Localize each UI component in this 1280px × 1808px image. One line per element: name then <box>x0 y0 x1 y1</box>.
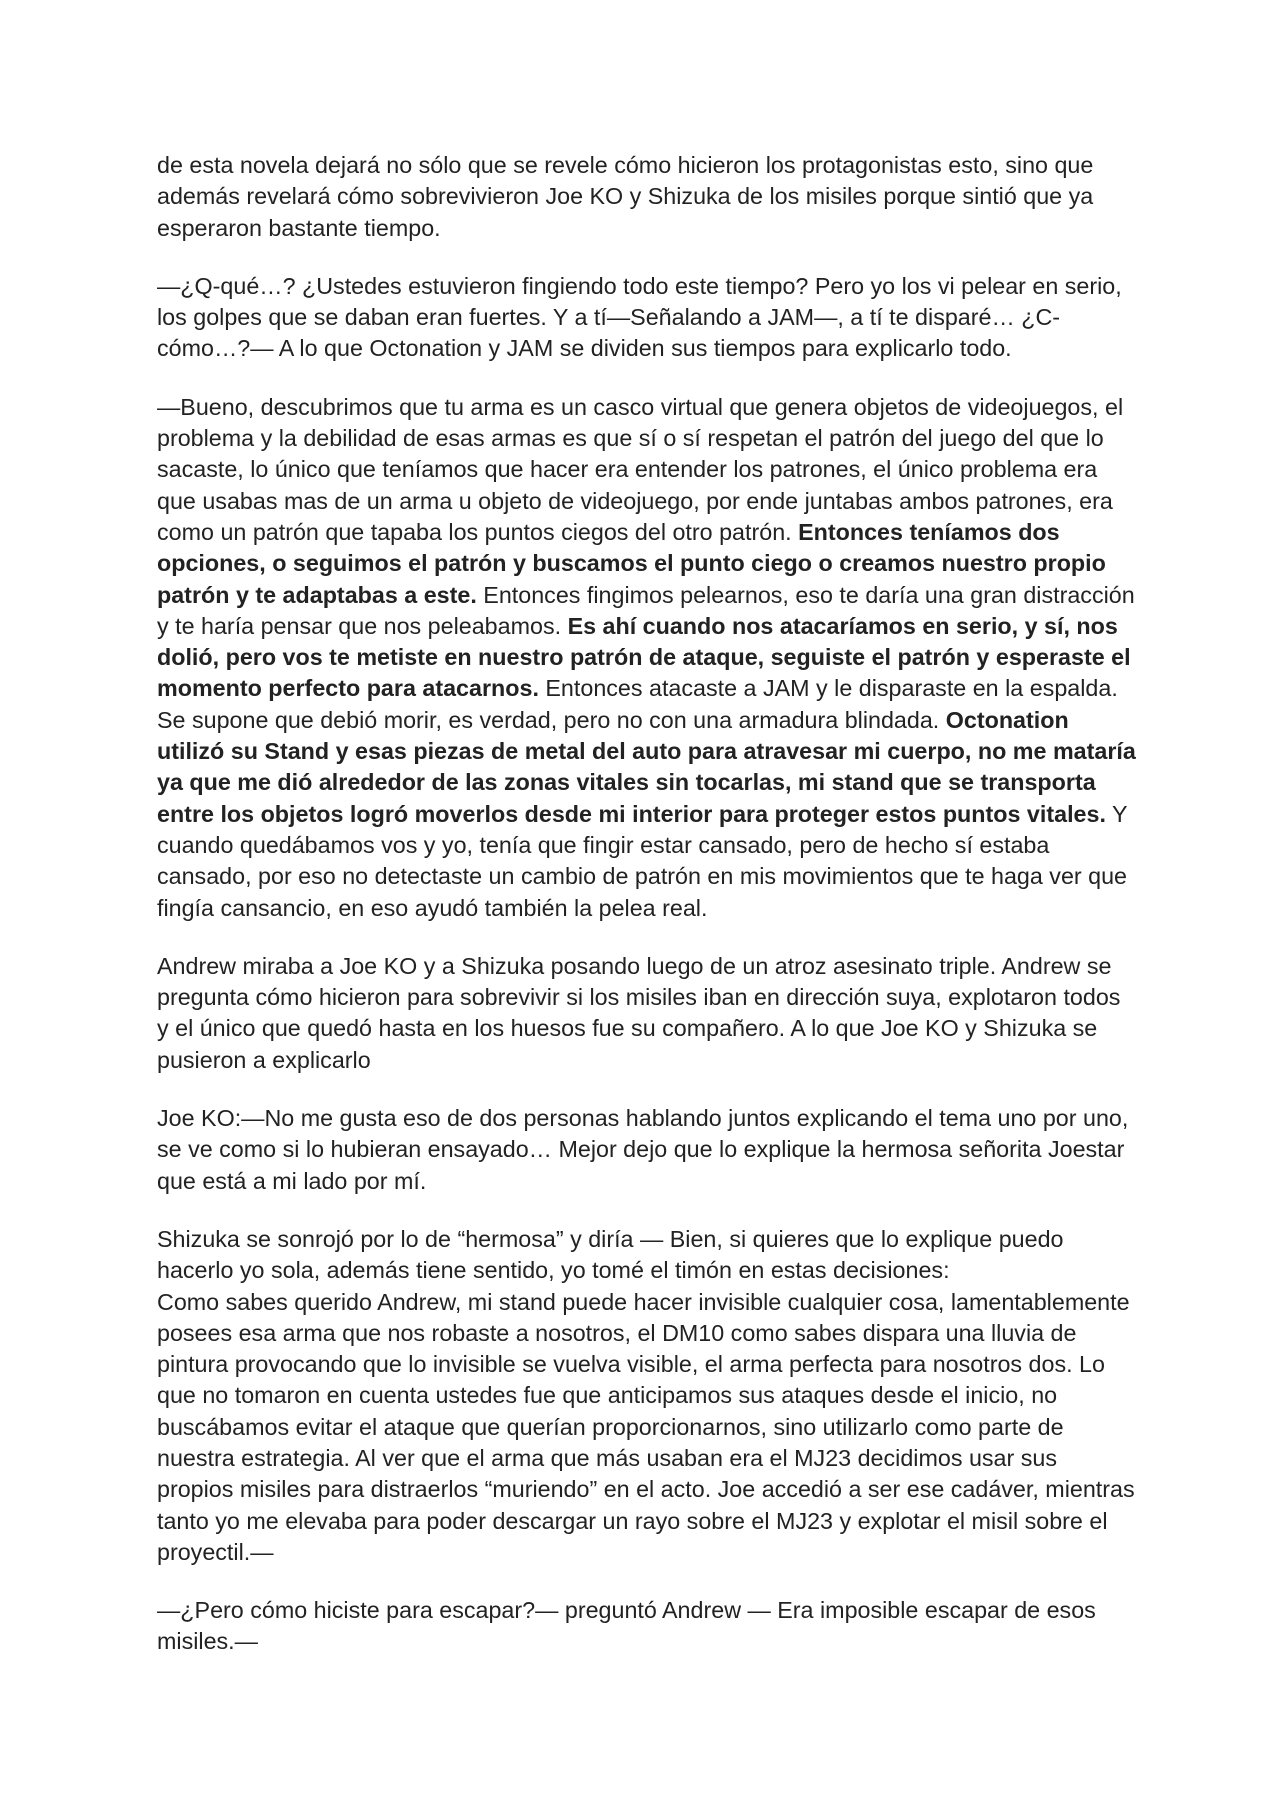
text-segment: —¿Pero cómo hiciste para escapar?— preguntó Andrew — Era imposible escapar de esos misiles.— <box>157 1597 1096 1655</box>
text-segment: Como sabes querido Andrew, mi stand puede hacer invisible cualquier cosa, lamentablemente posees esa arma que nos robaste a nosotros, el DM10 como sabes dispara una lluvia de pintura provocando que lo invisible se vuelva visible, el arma perfecta para nosotros dos. Lo que no tomaron en cuenta ustedes fue que anticipamos sus ataques desde el inicio, no buscábamos evitar el ataque que querían proporcionarnos, sino utilizarlo como parte de nuestra estrategia. Al ver que el arma que más usaban era el MJ23 decidimos usar sus propios misiles para distraerlos “muriendo” en el acto. Joe accedió a ser ese cadáver, mientras tanto yo me elevaba para poder descargar un rayo sobre el MJ23 y explotar el misil sobre el proyectil.— <box>157 1288 1135 1565</box>
text-segment: Andrew miraba a Joe KO y a Shizuka posando luego de un atroz asesinato triple. Andrew se pregunta cómo hicieron para sobrevivir si los misiles iban en dirección suya, explotaron todos y el único que quedó hasta en los huesos fue su compañero. A lo que Joe KO y Shizuka se pusieron a explicarlo <box>157 952 1121 1073</box>
text-segment: Y cuando quedábamos vos y yo, tenía que fingir estar cansado, pero de hecho sí estaba cansado, por eso no detectaste un cambio de patrón en mis movimientos que te haga ver que fingía cansancio, en eso ayudó también la pelea real. <box>157 800 1128 921</box>
bold-text-segment: Entonces teníamos dos opciones, o seguimos el patrón y buscamos el punto ciego o creamos nuestro propio patrón y te adaptabas a este. <box>157 518 1106 608</box>
bold-text-segment: Octonation utilizó su Stand y esas piezas de metal del auto para atravesar mi cuerpo, no me mataría ya que me dió alrededor de las zonas vitales sin tocarlas, mi stand que se transporta entre los objetos logró moverlos desde mi interior para proteger estos puntos vitales. <box>157 706 1136 827</box>
text-segment: Shizuka se sonrojó por lo de “hermosa” y diría — Bien, si quieres que lo explique puedo hacerlo yo sola, además tiene sentido, yo tomé el timón en estas decisiones: <box>157 1225 1064 1284</box>
paragraph <box>157 1103 1137 1197</box>
paragraph <box>157 1224 1137 1287</box>
paragraph <box>157 1287 1137 1569</box>
paragraph <box>157 271 1137 365</box>
paragraph <box>157 150 1137 244</box>
document-page <box>157 150 1137 1685</box>
bold-text-segment: Es ahí cuando nos atacaríamos en serio, y sí, nos dolió, pero vos te metiste en nuestro patrón de ataque, seguiste el patrón y esperaste el momento perfecto para atacarnos. <box>157 612 1131 702</box>
text-segment: —¿Q-qué…? ¿Ustedes estuvieron fingiendo todo este tiempo? Pero yo los vi pelear en serio, los golpes que se daban eran fuertes. Y a tí—Señalando a JAM—, a tí te disparé… ¿C-cómo…?— A lo que Octonation y JAM se dividen sus tiempos para explicarlo todo. <box>157 272 1122 362</box>
text-segment: Entonces fingimos pelearnos, eso te daría una gran distracción y te haría pensar que nos peleabamos. <box>157 581 1135 639</box>
text-segment: Entonces atacaste a JAM y le disparaste en la espalda. Se supone que debió morir, es verdad, pero no con una armadura blindada. <box>157 675 1118 733</box>
text-segment: —Bueno, descubrimos que tu arma es un casco virtual que genera objetos de videojuegos, el problema y la debilidad de esas armas es que sí o sí respetan el patrón del juego del que lo sacaste, lo único que teníamos que hacer era entender los patrones, el único problema era que usabas mas de un arma u objeto de videojuego, por ende juntabas ambos patrones, era como un patrón que tapaba los puntos ciegos del otro patrón. <box>157 393 1124 545</box>
paragraph <box>157 951 1137 1076</box>
paragraph <box>157 1595 1137 1658</box>
paragraph <box>157 392 1137 924</box>
text-segment: Joe KO:—No me gusta eso de dos personas hablando juntos explicando el tema uno por uno, se ve como si lo hubieran ensayado… Mejor dejo que lo explique la hermosa señorita Joestar que está a mi lado por mí. <box>157 1105 1129 1194</box>
text-segment: de esta novela dejará no sólo que se revele cómo hicieron los protagonistas esto, sino que además revelará cómo sobrevivieron Joe KO y Shizuka de los misiles porque sintió que ya esperaron bastante tiempo. <box>157 152 1094 241</box>
